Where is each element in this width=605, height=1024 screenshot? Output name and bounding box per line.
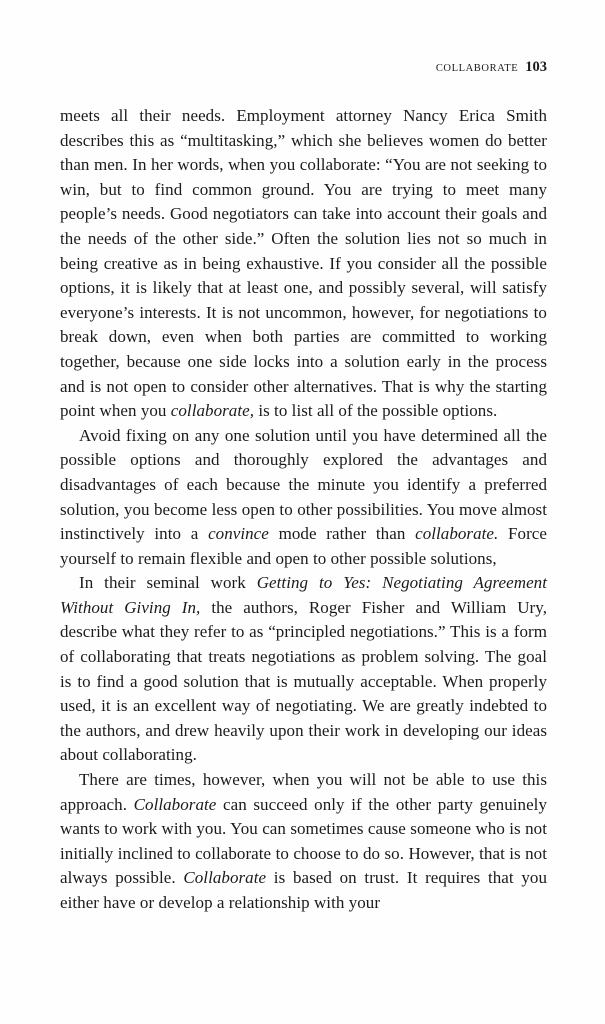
running-title: COLLABORATE (435, 63, 519, 74)
body-text: In their seminal work (79, 573, 257, 593)
paragraph (60, 768, 547, 916)
italic-text: Collaborate (183, 868, 267, 888)
page-header (60, 58, 547, 76)
italic-text: collaborate, (170, 401, 255, 421)
body-text: mode rather than (268, 524, 416, 544)
body-text: the authors, Roger Fisher and William Ury, describe what they refer to as “principled negotiations.” This is a form of collaborating that treats negotiations as problem solving. The goal is to find a good solution that is mutually acceptable. When properly used, it is an excellent way of negotiating. We are greatly indebted to the authors, and drew heavily upon their work in developing our ideas about collaborating. (60, 597, 547, 765)
italic-text: collaborate. (415, 524, 499, 544)
body-text: Avoid fixing on any one solution until you have determined all the possible options and thoroughly explored the advantages and disadvantages of each because the minute you identify a preferred solution, you become less open to other possibilities. You move almost instinctively into a (60, 425, 547, 544)
page-number: 103 (525, 59, 547, 75)
italic-text: Getting to Yes: Negotiating Agreement Without Giving In, (60, 573, 547, 617)
paragraph (60, 104, 547, 424)
paragraph (60, 424, 547, 572)
body-text: is based on trust. It requires that you either have or develop a relationship with your (60, 868, 548, 912)
italic-text: Collaborate (133, 794, 217, 814)
body-text: meets all their needs. Employment attorney Nancy Erica Smith describes this as “multitasking,” which she believes women do better than men. In her words, when you collaborate: “You are not seeking to win, but to find common ground. You are trying to meet many people’s needs. Good negotiators can take into account their goals and the needs of the other side.” Often the solution lies not so much in being creative as in being exhaustive. If you consider all the possible options, it is likely that at least one, and possibly several, will satisfy everyone’s interests. It is not uncommon, however, for negotiations to break down, even when both parties are committed to working together, because one side locks into a solution early in the process and is not open to consider other alternatives. That is why the starting point when you (60, 106, 547, 421)
body-text: can succeed only if the other party genuinely wants to work with you. You can sometimes cause someone who is not initially inclined to collaborate to choose to do so. However, that is not always possible. (60, 794, 547, 888)
body-text: is to list all of the possible options. (254, 401, 498, 421)
page-body (60, 104, 547, 916)
body-text: There are times, however, when you will not be able to use this approach. (60, 770, 547, 814)
paragraph (60, 571, 547, 768)
body-text: Force yourself to remain flexible and open to other possible solutions, (60, 524, 547, 568)
italic-text: convince (208, 524, 269, 544)
